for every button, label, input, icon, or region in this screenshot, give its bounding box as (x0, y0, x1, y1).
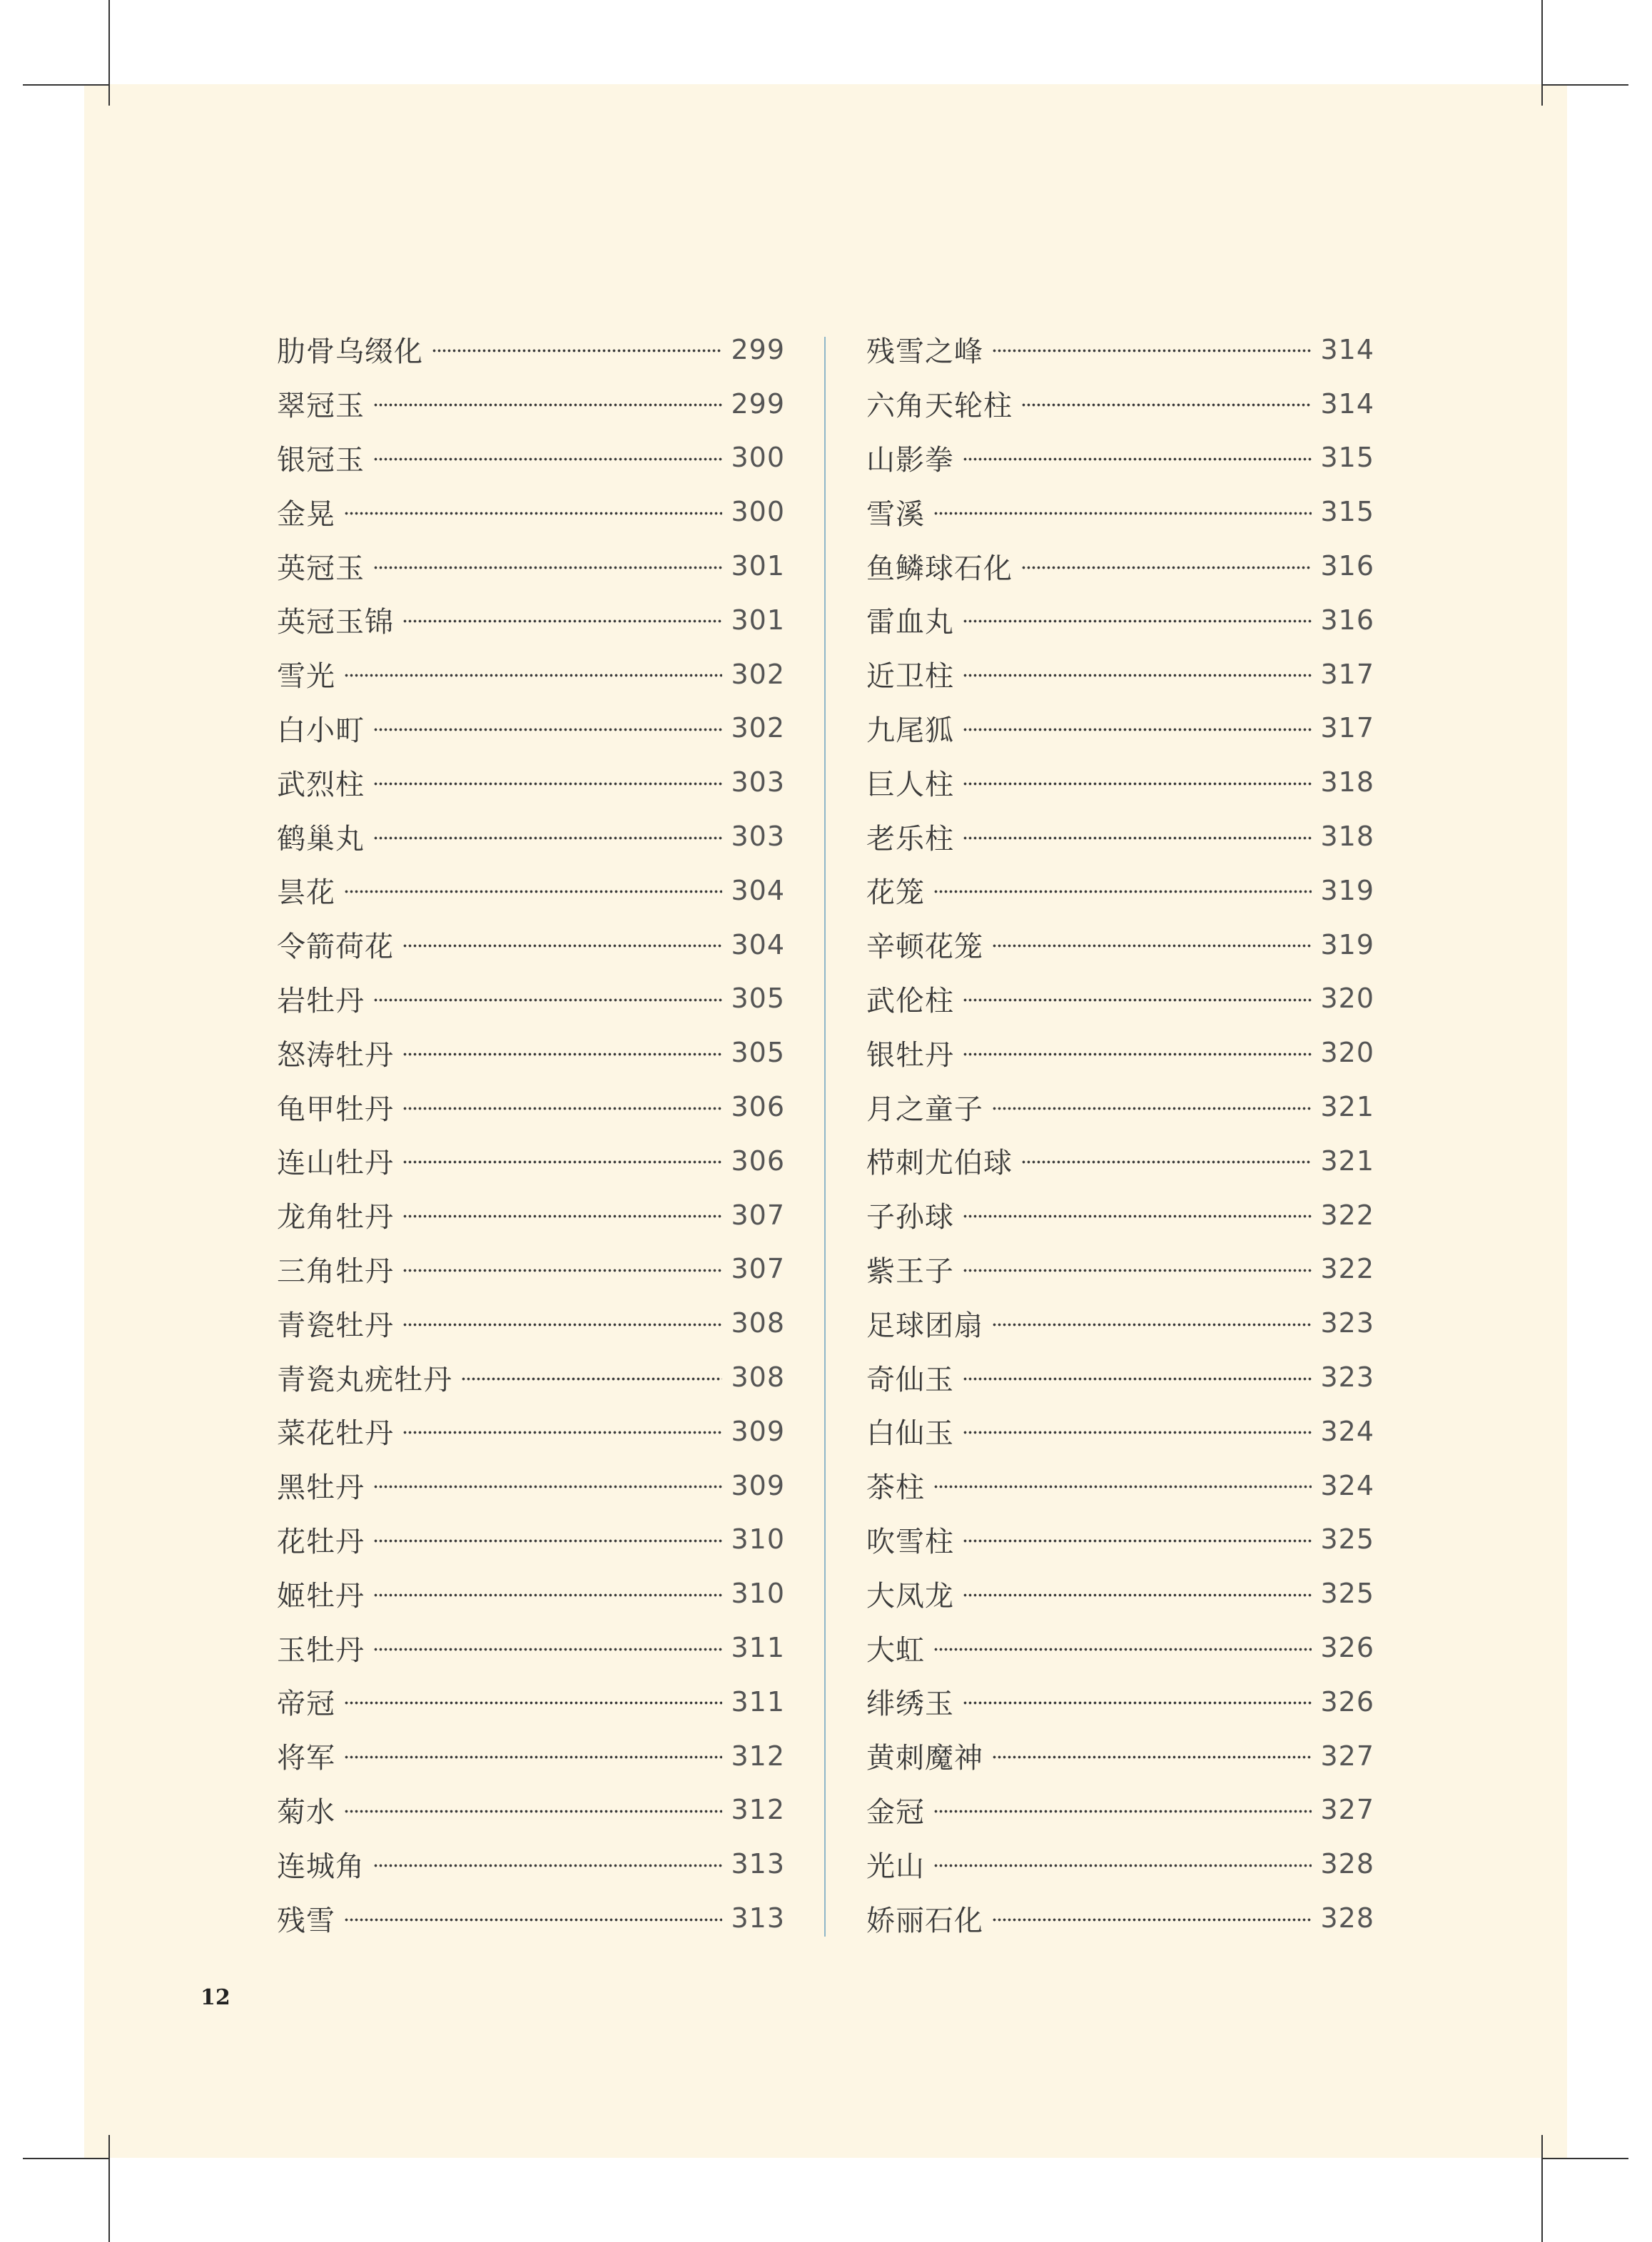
toc-dot-leader (992, 1755, 1312, 1759)
toc-entry-page: 309 (731, 1469, 785, 1501)
toc-entry-title: 足球团扇 (866, 1309, 983, 1342)
toc-dot-leader (992, 1918, 1312, 1922)
toc-entry-title: 英冠玉 (277, 552, 365, 585)
toc-entry-page: 299 (731, 333, 785, 365)
toc-dot-leader (933, 1810, 1312, 1813)
toc-entry[interactable] (866, 1296, 1374, 1350)
toc-dot-leader (963, 1377, 1312, 1381)
toc-entry-page: 325 (1320, 1578, 1374, 1610)
toc-entry-page: 306 (731, 1145, 785, 1177)
toc-entry[interactable] (866, 377, 1374, 431)
toc-entry[interactable] (277, 1459, 785, 1513)
toc-dot-leader (963, 998, 1312, 1002)
toc-dot-leader (992, 1323, 1312, 1327)
toc-entry-title: 昙花 (277, 876, 335, 910)
toc-entry-title: 翠冠玉 (277, 390, 365, 423)
toc-entry-title: 黄刺魔神 (866, 1742, 983, 1775)
toc-entry-page: 310 (731, 1523, 785, 1556)
toc-entry[interactable] (866, 1513, 1374, 1567)
toc-entry[interactable] (277, 1566, 785, 1620)
toc-dot-leader (373, 457, 722, 461)
toc-entry[interactable] (866, 701, 1374, 756)
toc-entry-title: 茶柱 (866, 1471, 925, 1505)
toc-entry[interactable] (866, 1566, 1374, 1620)
toc-entry-page: 318 (1320, 821, 1374, 853)
toc-dot-leader (933, 512, 1312, 515)
toc-entry-title: 雷血丸 (866, 606, 954, 639)
toc-entry[interactable] (866, 1729, 1374, 1783)
toc-dot-leader (344, 674, 722, 677)
toc-entry[interactable] (277, 863, 785, 918)
toc-entry-page: 328 (1320, 1902, 1374, 1934)
toc-entry-page: 322 (1320, 1253, 1374, 1285)
crop-mark-bottom-right-h (1541, 2158, 1628, 2159)
toc-dot-leader (373, 403, 722, 407)
toc-dot-leader (1021, 1160, 1312, 1164)
toc-entry-title: 白仙玉 (866, 1417, 954, 1451)
toc-entry-page: 324 (1320, 1469, 1374, 1501)
toc-entry-title: 龙角牡丹 (277, 1201, 394, 1234)
toc-entry[interactable] (277, 1783, 785, 1837)
toc-entry-title: 山影拳 (866, 443, 954, 477)
toc-entry[interactable] (277, 1242, 785, 1297)
toc-dot-leader (963, 1593, 1312, 1597)
toc-entry[interactable] (277, 1675, 785, 1729)
toc-dot-leader (373, 1539, 722, 1543)
toc-entry-page: 327 (1320, 1740, 1374, 1772)
toc-entry-title: 紫王子 (866, 1254, 954, 1288)
toc-entry[interactable] (277, 377, 785, 431)
toc-entry-title: 菊水 (277, 1795, 335, 1829)
toc-entry[interactable] (277, 972, 785, 1026)
toc-entry-page: 308 (731, 1307, 785, 1339)
toc-entry-title: 吹雪柱 (866, 1525, 954, 1558)
toc-entry-title: 鱼鳞球石化 (866, 552, 1013, 585)
toc-entry-page: 316 (1320, 604, 1374, 636)
toc-dot-leader (933, 1864, 1312, 1867)
toc-dot-leader (402, 1160, 722, 1164)
toc-dot-leader (402, 1323, 722, 1327)
toc-entry-title: 金冠 (866, 1795, 925, 1829)
toc-dot-leader (963, 1052, 1312, 1056)
toc-entry-title: 大凤龙 (866, 1579, 954, 1613)
toc-entry-title: 银冠玉 (277, 443, 365, 477)
toc-entry-title: 金晃 (277, 497, 335, 531)
toc-entry[interactable] (277, 647, 785, 701)
toc-entry-page: 323 (1320, 1307, 1374, 1339)
column-divider (824, 337, 826, 1937)
toc-entry-title: 近卫柱 (866, 660, 954, 694)
toc-entry-title: 残雪 (277, 1904, 335, 1937)
toc-entry-title: 雪光 (277, 660, 335, 694)
toc-entry[interactable] (866, 1783, 1374, 1837)
toc-dot-leader (373, 782, 722, 786)
toc-entry-page: 317 (1320, 658, 1374, 690)
toc-entry-title: 六角天轮柱 (866, 390, 1013, 423)
toc-entry-page: 305 (731, 1037, 785, 1069)
toc-dot-leader (933, 1648, 1312, 1651)
toc-dot-leader (344, 890, 722, 893)
toc-dot-leader (373, 1864, 722, 1867)
toc-entry[interactable] (277, 323, 785, 377)
toc-dot-leader (344, 512, 722, 515)
toc-entry-title: 娇丽石化 (866, 1904, 983, 1937)
toc-entry[interactable] (866, 1891, 1374, 1945)
toc-dot-leader (963, 1269, 1312, 1272)
toc-entry-title: 武伦柱 (866, 984, 954, 1018)
crop-mark-bottom-left-v (108, 2135, 110, 2242)
toc-entry[interactable] (866, 1459, 1374, 1513)
toc-entry[interactable] (277, 539, 785, 593)
toc-entry-page: 313 (731, 1848, 785, 1880)
toc-entry-page: 319 (1320, 874, 1374, 906)
toc-entry-title: 花牡丹 (277, 1525, 365, 1558)
toc-entry-title: 月之童子 (866, 1092, 983, 1126)
toc-entry[interactable] (277, 1513, 785, 1567)
toc-entry-page: 320 (1320, 1037, 1374, 1069)
crop-mark-top-right-h (1541, 84, 1628, 86)
toc-entry-page: 311 (731, 1632, 785, 1664)
toc-entry-page: 327 (1320, 1794, 1374, 1826)
toc-entry-title: 姬牡丹 (277, 1579, 365, 1613)
crop-mark-top-left-v (108, 0, 110, 106)
toc-right-column (866, 323, 1374, 1945)
toc-entry-page: 306 (731, 1091, 785, 1123)
toc-entry-title: 玉牡丹 (277, 1633, 365, 1667)
crop-mark-top-left-h (23, 84, 110, 86)
toc-entry-page: 316 (1320, 550, 1374, 582)
toc-entry-page: 313 (731, 1902, 785, 1934)
toc-entry[interactable] (277, 1134, 785, 1188)
toc-entry[interactable] (866, 809, 1374, 863)
toc-entry-page: 326 (1320, 1685, 1374, 1718)
toc-entry-title: 令箭荷花 (277, 930, 394, 964)
toc-entry[interactable] (277, 593, 785, 647)
toc-entry-page: 321 (1320, 1091, 1374, 1123)
toc-entry-title: 栉刺尤伯球 (866, 1147, 1013, 1180)
toc-entry-page: 304 (731, 874, 785, 906)
toc-entry[interactable] (866, 1188, 1374, 1242)
toc-entry-page: 300 (731, 496, 785, 528)
toc-dot-leader (373, 566, 722, 569)
toc-entry[interactable] (866, 1350, 1374, 1404)
toc-dot-leader (402, 1269, 722, 1272)
toc-entry[interactable] (866, 485, 1374, 539)
toc-dot-leader (963, 782, 1312, 786)
toc-entry-page: 314 (1320, 387, 1374, 420)
toc-entry[interactable] (866, 1242, 1374, 1297)
toc-entry-page: 310 (731, 1578, 785, 1610)
toc-entry-title: 连山牡丹 (277, 1147, 394, 1180)
toc-dot-leader (344, 1701, 722, 1705)
toc-entry-title: 绯绣玉 (866, 1688, 954, 1721)
toc-entry-page: 303 (731, 766, 785, 798)
toc-entry[interactable] (866, 323, 1374, 377)
toc-dot-leader (432, 349, 722, 352)
toc-dot-leader (1021, 403, 1312, 407)
toc-entry-page: 305 (731, 983, 785, 1015)
toc-entry[interactable] (866, 1404, 1374, 1459)
toc-entry[interactable] (866, 647, 1374, 701)
toc-dot-leader (963, 1701, 1312, 1705)
toc-entry[interactable] (866, 1134, 1374, 1188)
toc-dot-leader (963, 619, 1312, 623)
toc-entry-title: 辛顿花笼 (866, 930, 983, 964)
toc-entry[interactable] (277, 1729, 785, 1783)
toc-entry[interactable] (277, 809, 785, 863)
toc-entry[interactable] (277, 755, 785, 809)
toc-dot-leader (344, 1755, 722, 1759)
toc-dot-leader (963, 728, 1312, 731)
toc-dot-leader (402, 944, 722, 948)
toc-entry-title: 九尾狐 (866, 714, 954, 747)
page-number: 12 (201, 1985, 230, 2010)
toc-entry-title: 子孙球 (866, 1201, 954, 1234)
toc-entry-title: 帝冠 (277, 1688, 335, 1721)
toc-entry[interactable] (866, 593, 1374, 647)
toc-entry[interactable] (866, 1837, 1374, 1891)
toc-entry[interactable] (277, 1025, 785, 1080)
toc-dot-leader (373, 1593, 722, 1597)
toc-entry-page: 328 (1320, 1848, 1374, 1880)
toc-entry-page: 321 (1320, 1145, 1374, 1177)
toc-dot-leader (344, 1918, 722, 1922)
toc-entry-title: 英冠玉锦 (277, 606, 394, 639)
toc-left-column (277, 323, 785, 1945)
toc-entry-title: 龟甲牡丹 (277, 1092, 394, 1126)
toc-dot-leader (344, 1810, 722, 1813)
toc-entry[interactable] (866, 431, 1374, 485)
toc-entry-title: 连城角 (277, 1850, 365, 1883)
toc-dot-leader (992, 944, 1312, 948)
toc-entry[interactable] (277, 1404, 785, 1459)
toc-entry[interactable] (866, 755, 1374, 809)
toc-entry-page: 301 (731, 550, 785, 582)
toc-entry[interactable] (866, 863, 1374, 918)
toc-entry-page: 300 (731, 442, 785, 474)
crop-mark-bottom-left-h (23, 2158, 110, 2159)
toc-entry-title: 青瓷丸疣牡丹 (277, 1363, 452, 1396)
toc-entry-page: 315 (1320, 496, 1374, 528)
toc-dot-leader (963, 1431, 1312, 1434)
toc-entry[interactable] (277, 701, 785, 756)
toc-entry-page: 301 (731, 604, 785, 636)
toc-entry-page: 299 (731, 387, 785, 420)
toc-entry-title: 白小町 (277, 714, 365, 747)
toc-entry-title: 菜花牡丹 (277, 1417, 394, 1451)
toc-entry[interactable] (277, 918, 785, 972)
toc-entry-title: 残雪之峰 (866, 335, 983, 369)
toc-dot-leader (402, 1431, 722, 1434)
toc-entry-page: 307 (731, 1199, 785, 1231)
toc-dot-leader (373, 728, 722, 731)
toc-entry-page: 312 (731, 1794, 785, 1826)
toc-entry-title: 肋骨乌缀化 (277, 335, 423, 369)
toc-dot-leader (992, 349, 1312, 352)
toc-entry[interactable] (277, 1080, 785, 1134)
toc-dot-leader (933, 1485, 1312, 1488)
toc-entry-page: 307 (731, 1253, 785, 1285)
toc-entry-page: 319 (1320, 928, 1374, 960)
toc-dot-leader (963, 457, 1312, 461)
toc-entry-page: 326 (1320, 1632, 1374, 1664)
toc-dot-leader (402, 619, 722, 623)
toc-entry-page: 303 (731, 821, 785, 853)
toc-entry[interactable] (866, 1025, 1374, 1080)
toc-entry-title: 花笼 (866, 876, 925, 910)
toc-entry[interactable] (277, 431, 785, 485)
toc-entry[interactable] (277, 1620, 785, 1675)
toc-entry-page: 318 (1320, 766, 1374, 798)
toc-entry-page: 308 (731, 1361, 785, 1394)
toc-dot-leader (1021, 566, 1312, 569)
toc-entry-page: 311 (731, 1685, 785, 1718)
toc-entry-page: 322 (1320, 1199, 1374, 1231)
toc-entry-title: 三角牡丹 (277, 1254, 394, 1288)
toc-entry[interactable] (866, 1080, 1374, 1134)
toc-entry[interactable] (866, 1620, 1374, 1675)
toc-entry[interactable] (277, 485, 785, 539)
toc-entry[interactable] (866, 972, 1374, 1026)
crop-mark-bottom-right-v (1541, 2135, 1543, 2242)
toc-entry-page: 315 (1320, 442, 1374, 474)
toc-dot-leader (402, 1214, 722, 1218)
crop-mark-top-right-v (1541, 0, 1543, 106)
toc-dot-leader (461, 1377, 722, 1381)
toc-entry[interactable] (277, 1296, 785, 1350)
toc-dot-leader (402, 1052, 722, 1056)
toc-entry-page: 325 (1320, 1523, 1374, 1556)
toc-entry-title: 将军 (277, 1742, 335, 1775)
toc-dot-leader (963, 836, 1312, 840)
toc-dot-leader (992, 1107, 1312, 1110)
toc-entry-title: 巨人柱 (866, 768, 954, 801)
toc-entry-title: 老乐柱 (866, 822, 954, 856)
toc-entry-page: 320 (1320, 983, 1374, 1015)
toc-entry-title: 鹤巢丸 (277, 822, 365, 856)
toc-entry-title: 怒涛牡丹 (277, 1038, 394, 1072)
toc-dot-leader (402, 1107, 722, 1110)
toc-dot-leader (373, 1648, 722, 1651)
toc-entry[interactable] (277, 1891, 785, 1945)
toc-entry[interactable] (277, 1837, 785, 1891)
toc-entry-title: 光山 (866, 1850, 925, 1883)
toc-entry-title: 岩牡丹 (277, 984, 365, 1018)
toc-entry-title: 大虹 (866, 1633, 925, 1667)
toc-entry[interactable] (277, 1188, 785, 1242)
toc-entry-page: 314 (1320, 333, 1374, 365)
toc-dot-leader (373, 836, 722, 840)
toc-entry[interactable] (866, 539, 1374, 593)
toc-entry-title: 黑牡丹 (277, 1471, 365, 1505)
toc-entry-title: 银牡丹 (866, 1038, 954, 1072)
toc-entry-page: 317 (1320, 712, 1374, 744)
toc-entry[interactable] (866, 918, 1374, 972)
toc-entry-page: 302 (731, 712, 785, 744)
toc-dot-leader (963, 1214, 1312, 1218)
toc-entry-page: 302 (731, 658, 785, 690)
toc-entry-title: 青瓷牡丹 (277, 1309, 394, 1342)
toc-entry-page: 312 (731, 1740, 785, 1772)
toc-dot-leader (373, 998, 722, 1002)
toc-entry-page: 304 (731, 928, 785, 960)
toc-entry-page: 324 (1320, 1415, 1374, 1447)
toc-dot-leader (963, 674, 1312, 677)
toc-entry-title: 奇仙玉 (866, 1363, 954, 1396)
toc-entry[interactable] (277, 1350, 785, 1404)
toc-entry[interactable] (866, 1675, 1374, 1729)
toc-entry-page: 309 (731, 1415, 785, 1447)
toc-entry-title: 雪溪 (866, 497, 925, 531)
toc-dot-leader (933, 890, 1312, 893)
toc-dot-leader (963, 1539, 1312, 1543)
toc-dot-leader (373, 1485, 722, 1488)
toc-entry-title: 武烈柱 (277, 768, 365, 801)
toc-entry-page: 323 (1320, 1361, 1374, 1394)
